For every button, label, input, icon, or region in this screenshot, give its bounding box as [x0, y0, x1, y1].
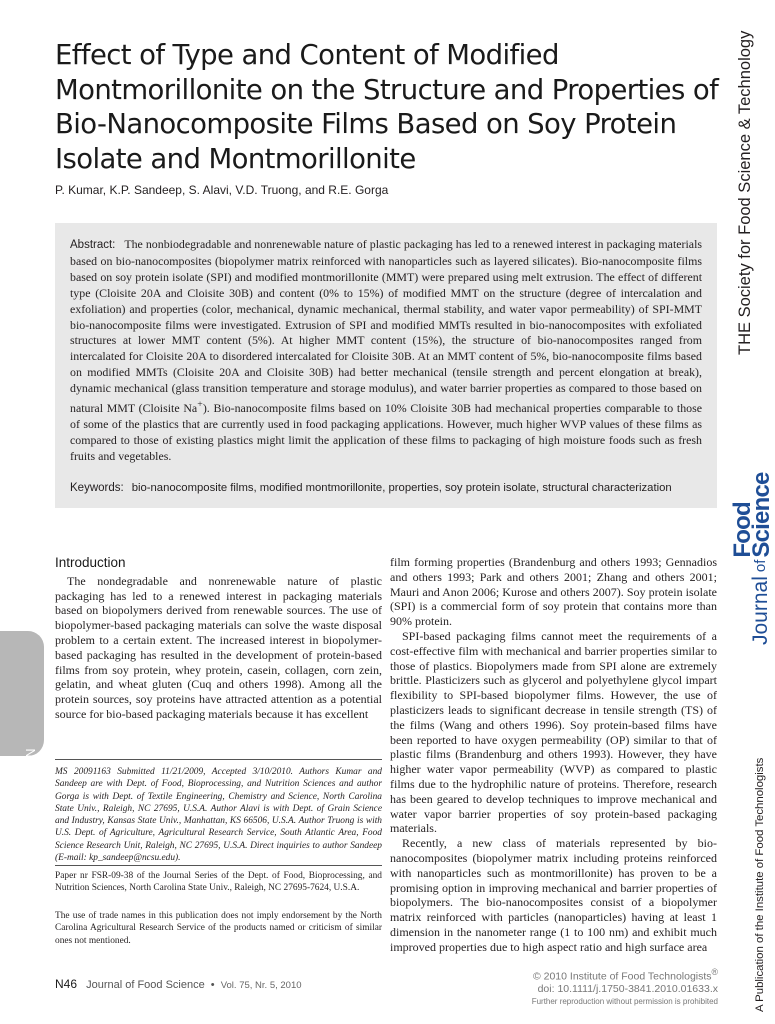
footer-journal-name: Journal of Food Science — [86, 979, 205, 991]
keywords-label: Keywords: — [70, 481, 124, 494]
journal-logo — [729, 472, 775, 645]
keywords-line — [70, 479, 702, 496]
footer-volume: Vol. 75, Nr. 5, 2010 — [220, 980, 302, 991]
body-paragraph: Recently, a new class of materials represented by bio-nanocomposites (biopolymer matrix including proteins reinforced with nanoparticles such as montmorillonite) has proven to be a promising option in improving mechanical and barrier properties of biopolymers. The bio-nanocomposites consist of a biopolymer matrix reinforced with particles (nanoparticles) having at least 1 dimension in the nanometer range (1 to 100 nm) and exhibit much improved properties due to high aspect ratio and high surface area — [390, 836, 717, 954]
society-sidebar-text: THE Society for Food Science & Technology — [736, 30, 754, 355]
logo-science-word: Science — [748, 472, 775, 558]
registered-mark: ® — [711, 967, 718, 977]
logo-food-science — [729, 472, 775, 558]
copyright-line — [532, 966, 718, 983]
intro-paragraph: The nondegradable and nonrenewable nature of plastic packaging has led to a renewed interest in packaging materials based on biopolymers derived from renewable sources. The use of biopolymer-based packaging materials can solve the waste disposal problem to a certain extent. The increased interest in biopolymer-based packaging has resulted in the development of protein-based films from soy protein, whey protein, casein, collagen, corn zein, gelatin, and wheat gluten (Cuq and others 1998). Among all the protein sources, soy proteins have attracted attention as a potential source for bio-based packaging materials because it has excellent — [55, 573, 382, 721]
logo-journal-word: Journal — [749, 576, 772, 645]
rights-notice: Further reproduction without permission is prohibited — [531, 996, 718, 1006]
abstract-superscript: + — [197, 399, 203, 411]
abstract-paragraph — [70, 237, 702, 465]
doi-link[interactable]: doi: 10.1111/j.1750-3841.2010.01633.x — [537, 983, 718, 995]
page-footer — [55, 977, 302, 991]
logo-food-word: Food — [729, 502, 756, 558]
body-paragraph: film forming properties (Brandenburg and others 1993; Gennadios and others 1993; Park and others 2001; Zhang and others 2001; Mauri and Anon 2006; Kurose and others 2007). Soy protein isolate (SPI) is a commercial form of soy protein that contains more than 90% protein. — [390, 555, 717, 629]
footnote-divider — [55, 759, 382, 760]
logo-of-word: of — [752, 559, 769, 573]
left-column — [55, 554, 382, 722]
section-tab-label: N: Nanoscale Food Science — [9, 748, 37, 856]
trade-names-footnote: The use of trade names in this publication does not imply endorsement by the North Carolina Agricultural Research Service of the products named or criticism of similar ones not mentioned. — [55, 911, 382, 946]
footnote-divider-2 — [55, 865, 382, 866]
abstract-box — [55, 223, 717, 508]
article-title: Effect of Type and Content of Modified Montmorillonite on the Structure and Properties of Bio-Nanocomposite Films Based on Soy Protein Isolate and Montmorillonite — [55, 39, 719, 175]
paper-number-footnote: Paper nr FSR-09-38 of the Journal Series of the Dept. of Food, Bioprocessing, and Nutrition Sciences, North Carolina State Univ., Raleigh, NC 27695-7624, U.S.A. — [55, 871, 382, 894]
right-column — [390, 555, 717, 955]
abstract-text-end: ). Bio-nanocomposite films based on 10% Cloisite 30B had mechanical properties comparable to those of some of the plastics that are currently used in food packaging applications. However, much higher WVP values of these films as compared to those of existing plastics might limit the application of these films to packaging of high moisture foods such as fresh fruits and vegetables. — [70, 401, 702, 463]
publisher-sidebar-text: A Publication of the Institute of Food Technologists — [754, 757, 766, 1012]
copyright-text: © 2010 Institute of Food Technologists — [532, 970, 712, 983]
introduction-heading: Introduction — [55, 555, 126, 570]
author-list: P. Kumar, K.P. Sandeep, S. Alavi, V.D. Truong, and R.E. Gorga — [55, 183, 389, 197]
page-number: N46 — [55, 977, 78, 991]
body-paragraph: SPI-based packaging films cannot meet the requirements of a cost-effective film with mechanical and barrier properties similar to those of plastics. Biopolymers made from SPI alone are extremely brittle. Plasticizers such as glycerol and polyethylene glycol impart flexibility to SPI-based biopolymer films. However, the use of plasticizers leads to significant decrease in tensile strength (TS) of the films (Wang and others 1996). Soy protein-based films have been reported to have oxygen permeability (OP) similar to that of plastic films (Brandenburg and others 1993). However, they have higher water vapor permeability (WVP) as compared to plastic films due to the hydrophilic nature of proteins. Therefore, research has been geared to develop techniques to improve mechanical and water vapor barrier properties of soy protein-based packaging materials. — [390, 628, 717, 836]
keywords-text: bio-nanocomposite films, modified montmorillonite, properties, soy protein isolate, structural characterization — [131, 481, 672, 494]
abstract-text: The nonbiodegradable and nonrenewable nature of plastic packaging has led to a renewed interest in packaging materials based on bio-nanocomposites (biopolymer matrix reinforced with nanoparticles such as layered silicates). Bio-nanocomposite films based on soy protein isolate (SPI) and modified montmorillonite (MMT) were prepared using melt extrusion. The effect of different type (Cloisite 20A and Cloisite 30B) and content (0% to 15%) of modified MMT on the structure (degree of intercalation and exfoliation) and properties (color, mechanical, dynamic mechanical, thermal stability, and water vapor permeability) of SPI-MMT bio-nanocomposite films were investigated. Extrusion of SPI and modified MMTs resulted in bio-nanocomposites with exfoliated structures at lower MMT content (5%). At higher MMT content (15%), the structure of bio-nanocomposites ranged from intercalated for Cloisite 20A to disordered intercalated for Cloisite 30B. At an MMT content of 5%, bio-nanocomposite films based on modified MMTs (Cloisite 20A and Cloisite 30B) had better mechanical (tensile strength and percent elongation at break), dynamic mechanical (glass transition temperature and storage modulus), and water barrier properties as compared to those based on natural MMT (Cloisite Na — [70, 237, 702, 416]
section-tab — [0, 631, 44, 856]
copyright-block — [532, 966, 718, 1007]
abstract-label: Abstract: — [70, 239, 116, 251]
manuscript-footnote: MS 20091163 Submitted 11/21/2009, Accepted 3/10/2010. Authors Kumar and Sandeep are with Dept. of Food, Bioprocessing, and Nutrition Sciences and author Gorga is with Dept. of Textile Engineering, Chemistry and Science, North Carolina State Univ., Raleigh, NC 27695, U.S.A. Author Alavi is with Dept. of Grain Science and Industry, Kansas State Univ., Manhattan, KS 66506, U.S.A. Author Truong is with U.S. Dept. of Agriculture, Agricultural Research Service, South Atlantic Area, Food Science Research Unit, Raleigh, NC 27695, U.S.A. Direct inquiries to author Sandeep (E-mail: kp_sandeep@ncsu.edu). — [55, 767, 382, 864]
footer-separator: • — [210, 979, 215, 991]
